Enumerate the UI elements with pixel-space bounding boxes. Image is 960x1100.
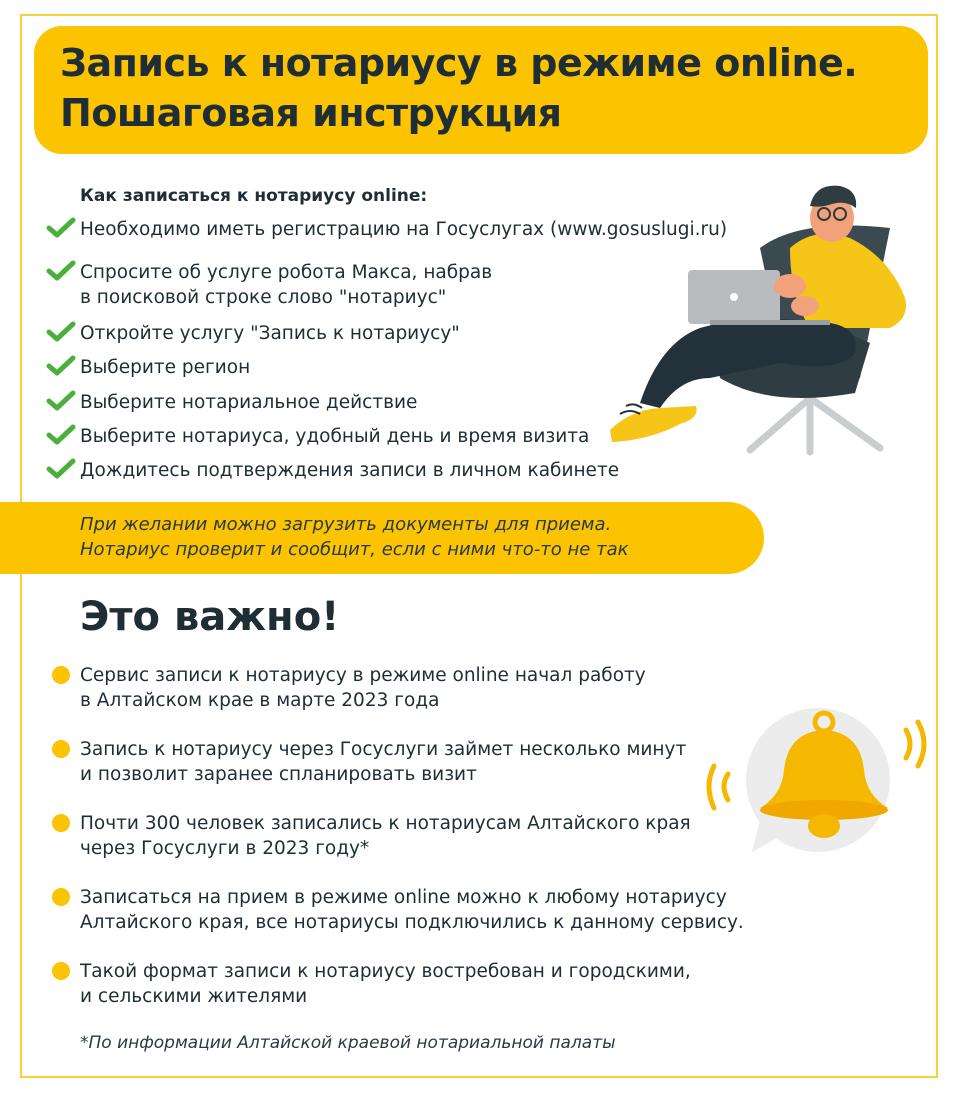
step-item [46,321,460,346]
yellow-dot-icon [52,814,70,832]
step-item [46,355,250,380]
steps-heading: Как записаться к нотариусу online: [80,186,428,206]
step-text: Выберите нотариуса, удобный день и время визита [80,426,590,447]
check-icon [46,390,76,412]
step-item [46,424,589,449]
yellow-dot-icon [52,666,70,684]
fact-item [52,959,691,1009]
important-heading: Это важно! [80,594,340,640]
check-icon [46,424,76,446]
check-icon [46,458,76,480]
step-text: Дождитесь подтверждения записи в личном кабинете [80,460,620,481]
step-item [46,458,619,483]
fact-text: Почти 300 человек записались к нотариусам Алтайского края через Госуслуги в 2023 году* [80,813,691,859]
title-line-2: Пошаговая инструкция [60,91,562,135]
fact-item [52,885,744,935]
check-icon [46,321,76,343]
fact-item [52,811,691,861]
check-icon [46,260,76,282]
check-icon [46,217,76,239]
fact-text: Сервис записи к нотариусу в режиме online начал работу в Алтайском крае в марте 2023 года [80,665,646,711]
fact-text: Запись к нотариусу через Госуслуги займет несколько минут и позволит заранее спланировать визит [80,739,687,785]
note-text: При желании можно загрузить документы для приема. Нотариус проверит и сообщит, если с ними что-то не так [80,514,629,560]
step-text: Выберите нотариальное действие [80,392,418,413]
step-text: Откройте услугу "Запись к нотариусу" [80,323,460,344]
yellow-dot-icon [52,888,70,906]
yellow-dot-icon [52,740,70,758]
fact-item [52,663,646,713]
step-text: Необходимо иметь регистрацию на Госуслугах (www.gosuslugi.ru) [80,219,728,240]
fact-text: Записаться на прием в режиме online можно к любому нотариусу Алтайского края, все нотариусы подключились к данному сервису. [80,887,744,933]
bell-notification-illustration [700,700,930,860]
step-item [46,260,492,310]
person-with-laptop-illustration [600,178,920,458]
step-item [46,390,417,415]
yellow-dot-icon [52,962,70,980]
footnote: *По информации Алтайской краевой нотариальной палаты [80,1033,616,1053]
step-text: Спросите об услуге робота Макса, набрав в поисковой строке слово "нотариус" [80,262,493,308]
fact-item [52,737,686,787]
fact-text: Такой формат записи к нотариусу востребован и городскими, и сельскими жителями [80,961,691,1007]
page-title [60,38,857,138]
title-line-1: Запись к нотариусу в режиме online. [60,41,858,85]
check-icon [46,355,76,377]
step-text: Выберите регион [80,357,251,378]
